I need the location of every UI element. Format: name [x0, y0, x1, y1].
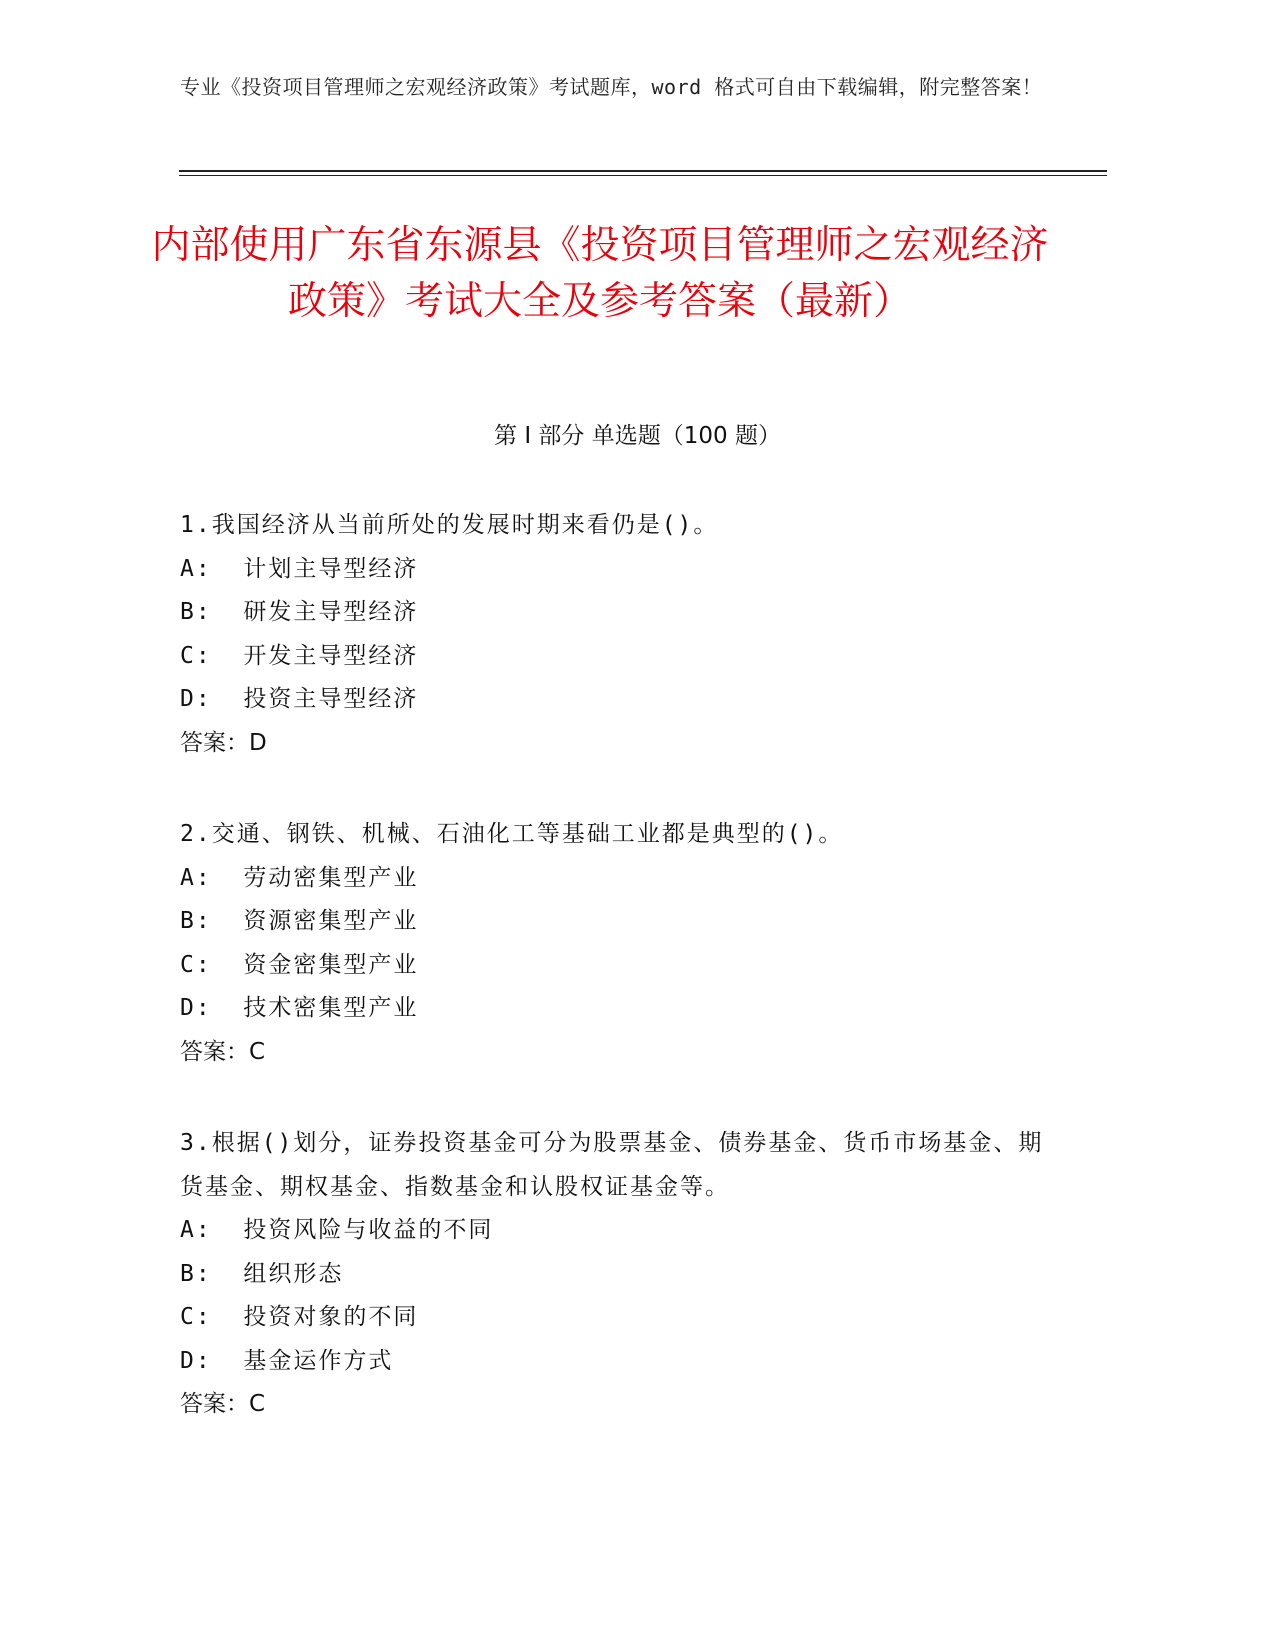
- question-list: [180, 504, 1060, 1475]
- section-heading: 第 I 部分 单选题（100 题）: [494, 423, 781, 449]
- option-c: C: 开发主导型经济: [180, 642, 419, 669]
- option-d: D: 技术密集型产业: [180, 995, 419, 1021]
- header-note: 专业《投资项目管理师之宏观经济政策》考试题库，word 格式可自由下载编辑，附完整答案！: [180, 75, 1043, 99]
- header-divider-thin: [179, 175, 1107, 176]
- question-3: [180, 1122, 1060, 1427]
- option-b: B: 资源密集型产业: [180, 908, 419, 934]
- question-stem: 2.交通、钢铁、机械、石油化工等基础工业都是典型的()。: [180, 821, 844, 847]
- option-d: D: 投资主导型经济: [180, 686, 419, 712]
- option-d: D: 基金运作方式: [180, 1347, 394, 1374]
- answer: 答案：D: [180, 729, 267, 756]
- question-stem: 1.我国经济从当前所处的发展时期来看仍是()。: [180, 512, 719, 538]
- option-a: A: 劳动密集型产业: [180, 864, 419, 891]
- option-c: C: 资金密集型产业: [180, 951, 419, 978]
- answer: 答案：C: [180, 1391, 266, 1417]
- option-b: B: 研发主导型经济: [180, 599, 419, 625]
- option-a: A: 投资风险与收益的不同: [180, 1217, 494, 1243]
- document-title: 内部使用广东省东源县《投资项目管理师之宏观经济政策》考试大全及参考答案（最新）: [151, 223, 1049, 324]
- header-divider-thick: [179, 170, 1107, 172]
- question-2: [180, 813, 1060, 1074]
- option-c: C: 投资对象的不同: [180, 1304, 419, 1330]
- question-stem: 3.根据()划分，证券投资基金可分为股票基金、债券基金、货币市场基金、期货基金、期权基金、指数基金和认股权证基金等。: [180, 1130, 1044, 1200]
- question-1: [180, 504, 1060, 765]
- answer: 答案：C: [180, 1038, 266, 1065]
- option-a: A: 计划主导型经济: [180, 555, 419, 582]
- option-b: B: 组织形态: [180, 1260, 344, 1287]
